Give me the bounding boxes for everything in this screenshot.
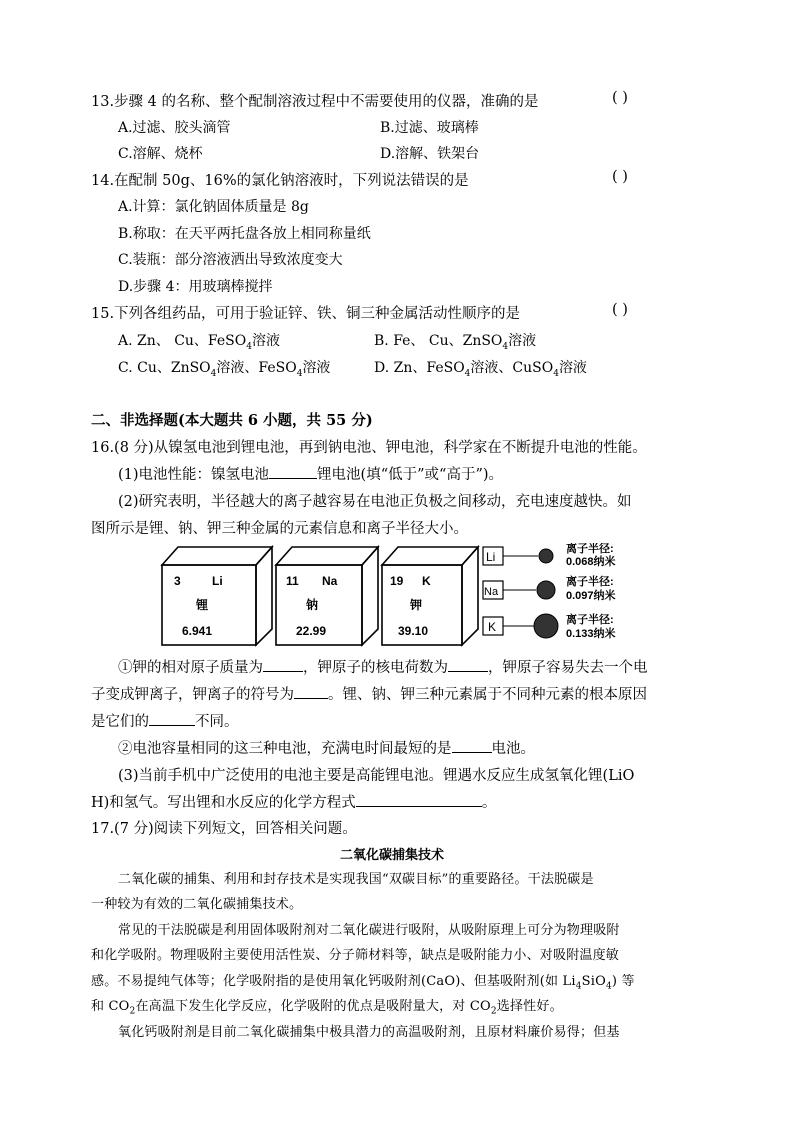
q15-b-text: B. Fe、 Cu、ZnSO xyxy=(374,333,503,349)
cube-name: 锂 xyxy=(196,598,209,612)
text: ，钾原子的核电荷数为 xyxy=(303,660,448,676)
cube-sodium xyxy=(276,547,378,645)
q15-c-text3: 溶液 xyxy=(302,360,331,376)
q16-sub1-line2 xyxy=(91,683,647,704)
answer-blank[interactable] xyxy=(149,711,195,726)
ion-symbol: Na xyxy=(484,586,499,598)
q15-a-text2: 溶液 xyxy=(251,333,280,349)
text: SiO xyxy=(581,974,606,989)
article-p2-line4 xyxy=(91,995,563,1017)
q16-part1-text: (1)电池性能：镍氢电池 xyxy=(118,467,270,483)
text: 选择性好。 xyxy=(496,999,563,1014)
ion-value: 0.097纳米 xyxy=(566,590,616,602)
section-heading: 二、非选择题(本大题共 6 小题，共 55 分) xyxy=(91,412,373,429)
q16-part3-line1: (3)当前手机中广泛使用的电池主要是高能锂电池。锂遇水反应生成氢氧化锂(LiO xyxy=(118,768,635,784)
text: 和 CO xyxy=(91,999,130,1014)
q14-option-c: C.装瓶：部分溶液洒出导致浓度变大 xyxy=(118,252,343,268)
q14-option-d: D.步骤 4：用玻璃棒搅拌 xyxy=(118,279,273,295)
q15-d-text3: 溶液 xyxy=(558,360,587,376)
q15-answer-paren: ( ) xyxy=(612,302,628,318)
ion-value: 0.133纳米 xyxy=(566,628,616,640)
q16-part3-line2 xyxy=(91,791,496,812)
text: 。锂、钠、钾三种元素属于不同种元素的根本原因 xyxy=(328,687,647,703)
q16-part1 xyxy=(118,463,503,484)
text: 子变成钾离子，钾离子的符号为 xyxy=(91,687,294,703)
q13-option-a: A.过滤、胶头滴管 xyxy=(118,120,231,136)
q15-option-b xyxy=(374,330,536,352)
cube-mass: 22.99 xyxy=(296,624,327,638)
text: 不同。 xyxy=(195,714,239,730)
cube-name: 钠 xyxy=(306,598,319,612)
ion-row-potassium xyxy=(483,612,616,640)
ion-label: 离子半径: xyxy=(566,576,614,588)
text: 。 xyxy=(481,795,497,811)
text: ) 等 xyxy=(611,974,635,989)
q16-sub2 xyxy=(118,737,535,758)
cube-lithium xyxy=(162,547,272,645)
cube-number: 3 xyxy=(174,574,181,588)
q15-a-text: A. Zn、 Cu、FeSO xyxy=(118,333,247,349)
subscript: 4 xyxy=(246,341,252,352)
answer-blank[interactable] xyxy=(452,738,492,753)
q16-sub1-line1 xyxy=(118,656,648,677)
ion-symbol: Li xyxy=(486,550,496,564)
subscript: 4 xyxy=(553,368,559,379)
cube-mass: 6.941 xyxy=(182,624,213,638)
q13-option-d: D.溶解、铁架台 xyxy=(380,146,480,162)
ion-label: 离子半径: xyxy=(566,614,614,626)
q16-stem: 16.(8 分)从镍氢电池到锂电池，再到钠电池、钾电池，科学家在不断提升电池的性能。 xyxy=(91,440,647,456)
q15-d-text2: 溶液、CuSO xyxy=(470,360,554,376)
subscript: 2 xyxy=(129,1006,136,1017)
q14-answer-paren: ( ) xyxy=(612,169,628,185)
q16-part2-line1: (2)研究表明，半径越大的离子越容易在电池正负极之间移动，充电速度越快。如 xyxy=(118,494,632,510)
q15-option-a xyxy=(118,330,280,352)
text: 电池。 xyxy=(491,741,535,757)
q15-c-text2: 溶液、FeSO xyxy=(216,360,297,376)
ion-label: 离子半径: xyxy=(566,543,614,555)
text: 在高温下发生化学反应，化学吸附的优点是吸附量大，对 CO xyxy=(135,999,491,1014)
cube-name: 钾 xyxy=(410,598,423,612)
subscript: 4 xyxy=(575,981,582,992)
cube-potassium xyxy=(382,547,478,645)
q13-option-c: C.溶解、烧杯 xyxy=(118,146,203,162)
article-p2-line2: 和化学吸附。物理吸附主要使用活性炭、分子筛材料等，缺点是吸附能力小、对吸附温度敏 xyxy=(91,948,620,963)
answer-blank[interactable] xyxy=(356,792,482,807)
answer-blank[interactable] xyxy=(263,657,303,672)
article-p1-line2: 一种较为有效的二氧化碳捕集技术。 xyxy=(91,897,303,912)
q13-option-b: B.过滤、玻璃棒 xyxy=(380,120,479,136)
article-title: 二氧化碳捕集技术 xyxy=(340,848,445,863)
text: ②电池容量相同的这三种电池，充满电时间最短的是 xyxy=(118,741,452,757)
answer-blank[interactable] xyxy=(448,657,488,672)
subscript: 4 xyxy=(502,341,509,352)
article-p2-line1: 常见的干法脱碳是利用固体吸附剂对二氧化碳进行吸附，从吸附原理上可分为物理吸附 xyxy=(118,923,620,938)
ion-symbol: K xyxy=(488,620,497,634)
text: ①钾的相对原子质量为 xyxy=(118,660,263,676)
q15-d-text: D. Zn、FeSO xyxy=(374,360,465,376)
q16-part1-text2: 锂电池(填“低于”或“高于”)。 xyxy=(317,467,504,483)
q14-stem: 14.在配制 50g、16%的氯化钠溶液时，下列说法错误的是 xyxy=(91,173,469,189)
subscript: 4 xyxy=(296,368,303,379)
ion-row-lithium xyxy=(483,543,616,568)
ion-row-sodium xyxy=(483,574,616,602)
subscript: 2 xyxy=(490,1006,497,1017)
subscript: 4 xyxy=(464,368,471,379)
q16-sub1-line3 xyxy=(91,710,239,731)
answer-blank[interactable] xyxy=(269,464,317,479)
subscript: 4 xyxy=(605,981,612,992)
cube-number: 11 xyxy=(286,574,299,588)
answer-blank[interactable] xyxy=(294,684,328,699)
text: ，钾原子容易失去一个电 xyxy=(488,660,648,676)
q13-stem: 13.步骤 4 的名称、整个配制溶液过程中不需要使用的仪器，准确的是 xyxy=(91,94,539,110)
cube-symbol: K xyxy=(422,574,431,588)
text: H)和氢气。写出锂和水反应的化学方程式 xyxy=(91,795,356,811)
q15-stem: 15.下列各组药品，可用于验证锌、铁、铜三种金属活动性顺序的是 xyxy=(91,306,521,322)
cube-mass: 39.10 xyxy=(398,624,429,638)
q14-option-b: B.称取：在天平两托盘各放上相同称量纸 xyxy=(118,226,371,242)
q15-option-d xyxy=(374,357,587,379)
q15-c-text: C. Cu、ZnSO xyxy=(118,360,211,376)
q17-stem: 17.(7 分)阅读下列短文，回答相关问题。 xyxy=(91,821,357,837)
cube-symbol: Li xyxy=(212,574,223,588)
text: 是它们的 xyxy=(91,714,149,730)
cube-symbol: Na xyxy=(322,574,338,588)
q15-option-c xyxy=(118,357,330,379)
q16-part2-line2: 图所示是锂、钠、钾三种金属的元素信息和离子半径大小。 xyxy=(91,521,468,537)
element-cubes-figure xyxy=(160,543,640,647)
q15-b-text2: 溶液 xyxy=(508,333,537,349)
cube-number: 19 xyxy=(390,574,404,588)
q13-answer-paren: ( ) xyxy=(612,90,628,106)
article-p1-line1: 二氧化碳的捕集、利用和封存技术是实现我国“双碳目标”的重要路径。干法脱碳是 xyxy=(118,872,594,887)
ion-value: 0.068纳米 xyxy=(566,556,616,568)
article-p2-line3 xyxy=(91,970,635,992)
subscript: 4 xyxy=(210,368,217,379)
q14-option-a: A.计算：氯化钠固体质量是 8g xyxy=(118,199,309,215)
text: 感。不易提纯气体等；化学吸附指的是使用氧化钙吸附剂(CaO)、但基吸附剂(如 Li xyxy=(91,974,576,989)
article-p3-line1: 氧化钙吸附剂是目前二氧化碳捕集中极具潜力的高温吸附剂，且原材料廉价易得；但基 xyxy=(118,1025,620,1040)
